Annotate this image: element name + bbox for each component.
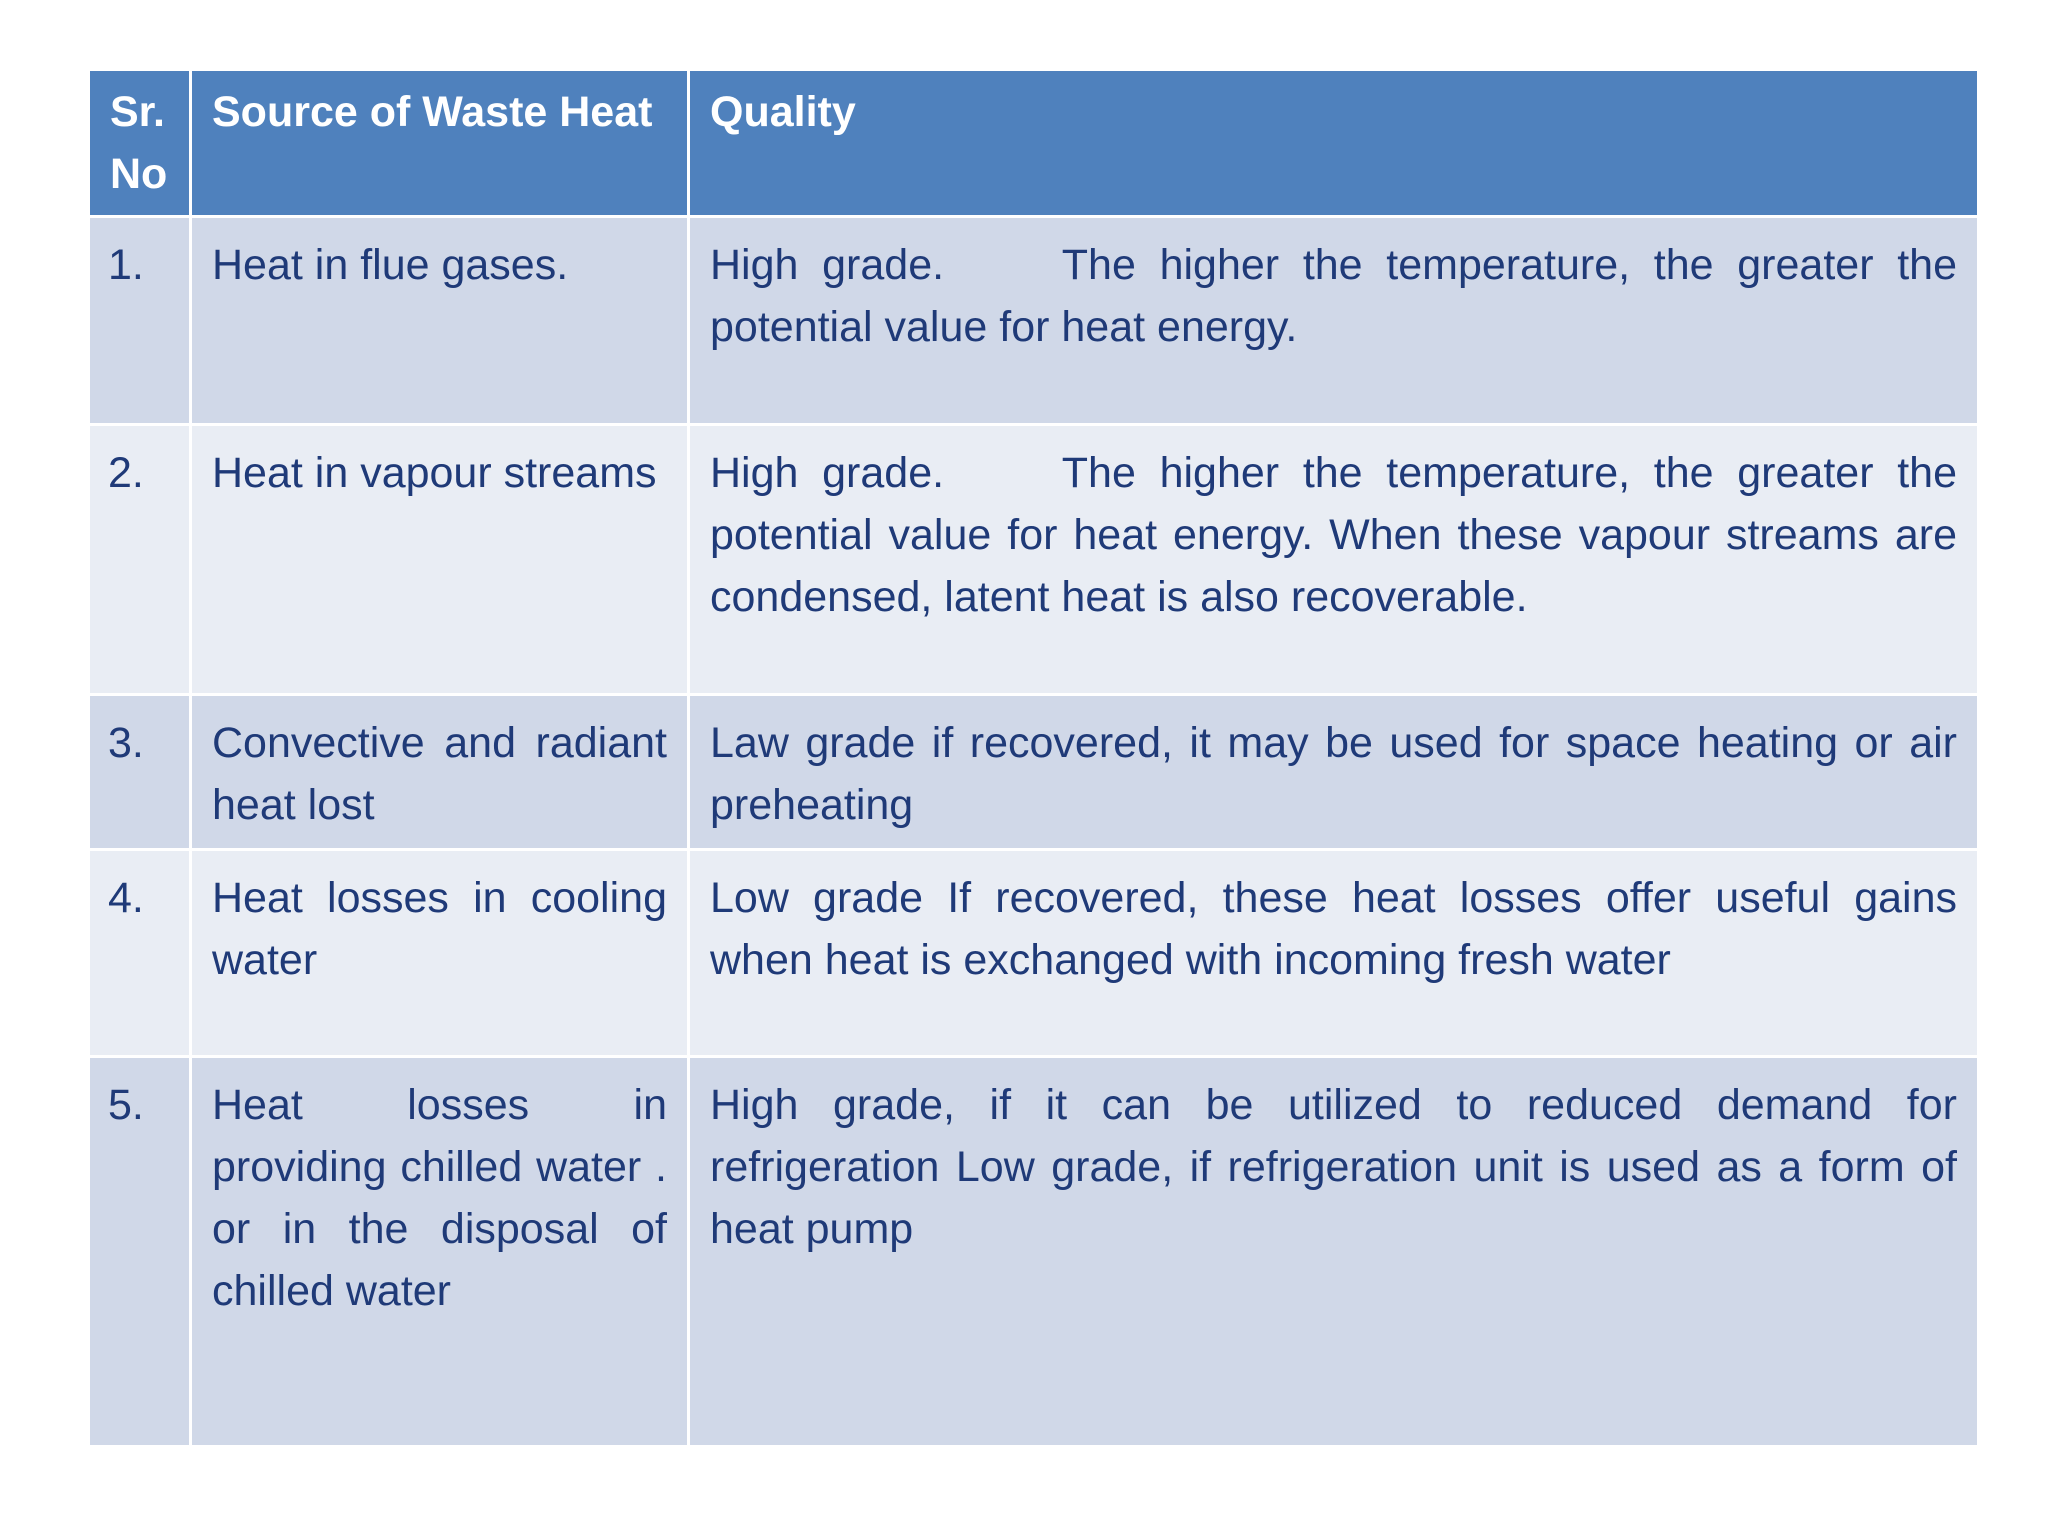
cell-source: Heat losses in providing chilled water . or in the disposal of chilled water (191, 1057, 689, 1447)
table-row (89, 217, 1979, 425)
cell-sr-no: 5. (89, 1057, 191, 1447)
waste-heat-table (87, 68, 1980, 1448)
cell-source: Convective and radiant heat lost (191, 695, 689, 850)
cell-sr-no: 3. (89, 695, 191, 850)
table-row (89, 850, 1979, 1057)
header-quality: Quality (689, 70, 1979, 217)
cell-quality: High grade. The higher the temperature, the greater the potential value for heat energy. When these vapour streams are condensed, latent heat is also recoverable. (689, 425, 1979, 695)
cell-quality: High grade, if it can be utilized to reduced demand for refrigeration Low grade, if refrigeration unit is used as a form of heat pump (689, 1057, 1979, 1447)
cell-source: Heat losses in cooling water (191, 850, 689, 1057)
table-header-row (89, 70, 1979, 217)
cell-sr-no: 1. (89, 217, 191, 425)
table-row (89, 1057, 1979, 1447)
cell-quality: Law grade if recovered, it may be used for space heating or air preheating (689, 695, 1979, 850)
cell-source: Heat in flue gases. (191, 217, 689, 425)
cell-sr-no: 2. (89, 425, 191, 695)
cell-quality: Low grade If recovered, these heat losses offer useful gains when heat is exchanged with incoming fresh water (689, 850, 1979, 1057)
cell-quality: High grade. The higher the temperature, the greater the potential value for heat energy. (689, 217, 1979, 425)
cell-sr-no: 4. (89, 850, 191, 1057)
table-row (89, 695, 1979, 850)
cell-source: Heat in vapour streams (191, 425, 689, 695)
table-row (89, 425, 1979, 695)
header-source: Source of Waste Heat (191, 70, 689, 217)
header-sr-no: Sr. No (89, 70, 191, 217)
